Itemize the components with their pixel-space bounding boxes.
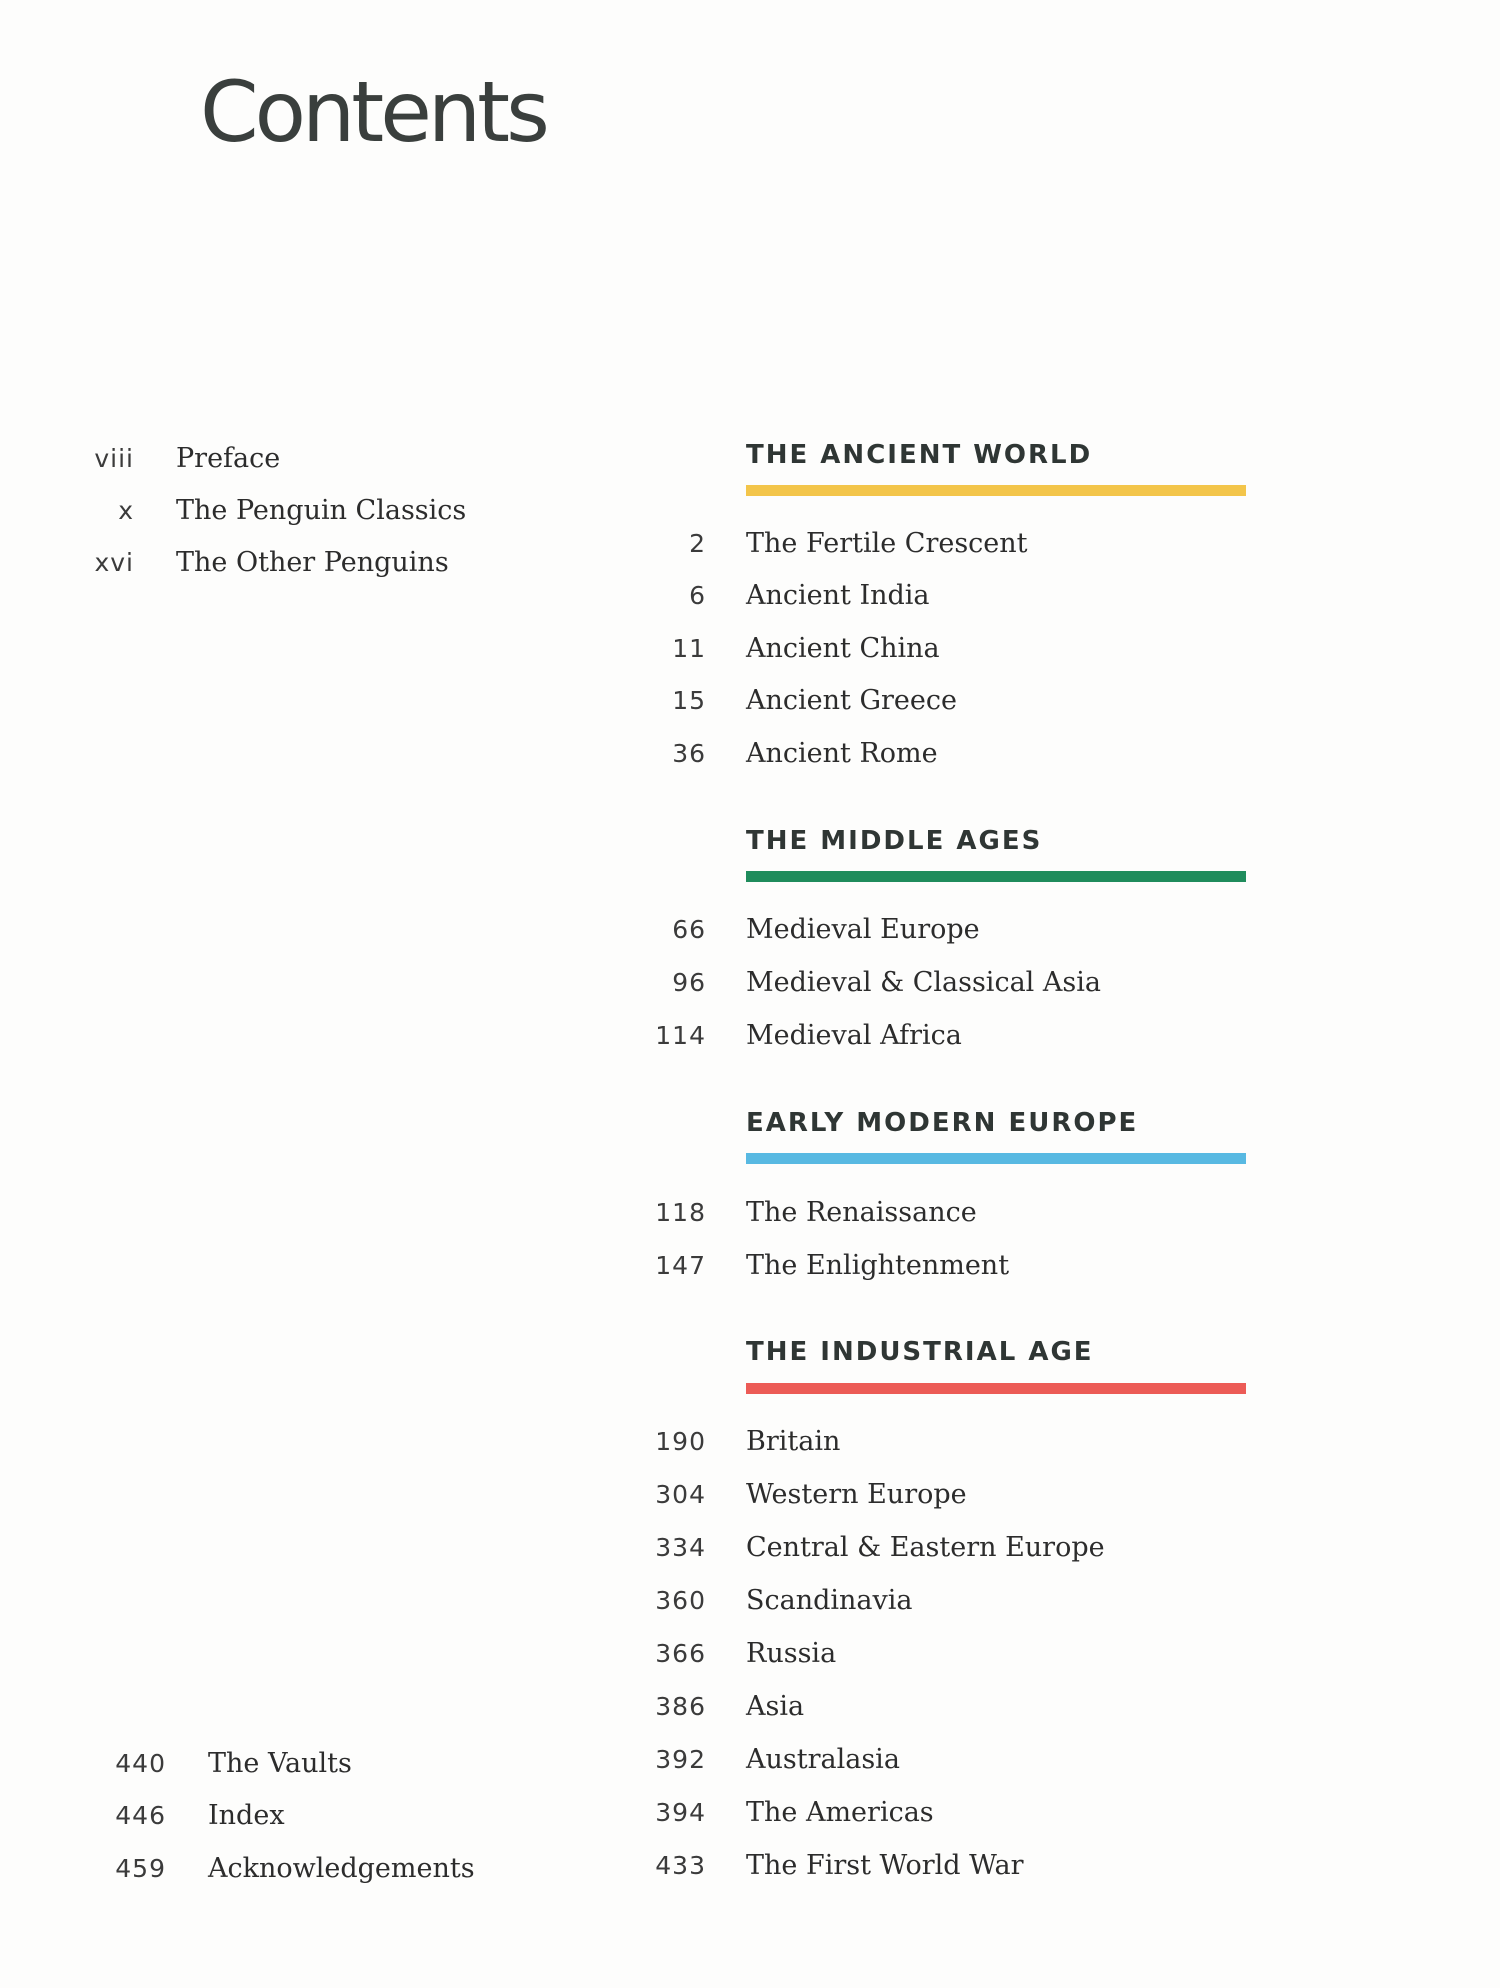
- entry-title: The First World War: [746, 1849, 1024, 1881]
- page-number: 36: [672, 738, 706, 768]
- section-entry[interactable]: [620, 1575, 913, 1625]
- entry-title: Acknowledgements: [208, 1852, 475, 1884]
- page-number: 147: [655, 1250, 706, 1280]
- page-number: 304: [655, 1479, 706, 1509]
- section-heading: THE ANCIENT WORLD: [746, 440, 1093, 470]
- page-number: viii: [94, 443, 134, 473]
- section-entry[interactable]: [620, 1469, 967, 1519]
- section-entry[interactable]: [620, 1522, 1105, 1572]
- page-number: 334: [655, 1532, 706, 1562]
- page-number: 190: [655, 1426, 706, 1456]
- page-number: 459: [115, 1853, 166, 1883]
- page-number: 366: [655, 1638, 706, 1668]
- section-entry[interactable]: [620, 1416, 840, 1466]
- page-number: 386: [655, 1691, 706, 1721]
- entry-title: Asia: [746, 1690, 805, 1722]
- section-color-bar: [746, 1153, 1246, 1164]
- page-number: 433: [655, 1850, 706, 1880]
- page-title: Contents: [200, 63, 546, 161]
- section-entry[interactable]: [620, 1187, 977, 1237]
- entry-title: Australasia: [746, 1743, 900, 1775]
- section-entry[interactable]: [620, 1840, 1024, 1890]
- entry-title: Preface: [176, 442, 281, 474]
- entry-title: The Americas: [746, 1796, 934, 1828]
- entry-title: Russia: [746, 1637, 837, 1669]
- section-color-bar: [746, 485, 1246, 496]
- section-heading: THE INDUSTRIAL AGE: [746, 1337, 1094, 1367]
- entry-title: Ancient China: [746, 632, 940, 664]
- page-number: 11: [672, 633, 706, 663]
- section-entry[interactable]: [620, 623, 940, 673]
- entry-title: Ancient Rome: [746, 737, 938, 769]
- entry-title: The Vaults: [208, 1747, 352, 1779]
- front-matter-entry[interactable]: [70, 485, 466, 535]
- entry-title: The Enlightenment: [746, 1249, 1010, 1281]
- page-number: 440: [115, 1748, 166, 1778]
- entry-title: Scandinavia: [746, 1584, 913, 1616]
- back-matter-entry[interactable]: [100, 1790, 285, 1840]
- page-number: 6: [689, 580, 706, 610]
- section-entry[interactable]: [620, 570, 930, 620]
- section-entry[interactable]: [620, 904, 980, 954]
- section-color-bar: [746, 871, 1246, 882]
- entry-title: The Fertile Crescent: [746, 527, 1028, 559]
- section-entry[interactable]: [620, 1734, 900, 1784]
- page-number: 446: [115, 1800, 166, 1830]
- page-number: 2: [689, 528, 706, 558]
- section-entry[interactable]: [620, 1628, 836, 1678]
- entry-title: Medieval Africa: [746, 1019, 962, 1051]
- entry-title: The Renaissance: [746, 1196, 977, 1228]
- entry-title: Ancient Greece: [746, 684, 957, 716]
- section-color-bar: [746, 1383, 1246, 1394]
- back-matter-entry[interactable]: [100, 1843, 475, 1893]
- section-entry[interactable]: [620, 1681, 804, 1731]
- entry-title: The Penguin Classics: [176, 494, 467, 526]
- entry-title: The Other Penguins: [176, 546, 449, 578]
- section-heading: THE MIDDLE AGES: [746, 826, 1043, 856]
- section-entry[interactable]: [620, 728, 938, 778]
- page-number: xvi: [94, 547, 134, 577]
- section-entry[interactable]: [620, 1240, 1009, 1290]
- entry-title: Western Europe: [746, 1478, 967, 1510]
- page-number: 360: [655, 1585, 706, 1615]
- entry-title: Ancient India: [746, 579, 930, 611]
- page-number: x: [118, 495, 134, 525]
- page-number: 66: [672, 914, 706, 944]
- section-entry[interactable]: [620, 675, 957, 725]
- section-entry[interactable]: [620, 518, 1028, 568]
- front-matter-entry[interactable]: [70, 537, 449, 587]
- entry-title: Central & Eastern Europe: [746, 1531, 1105, 1563]
- entry-title: Britain: [746, 1425, 841, 1457]
- page-number: 394: [655, 1797, 706, 1827]
- page-number: 15: [672, 685, 706, 715]
- page-number: 96: [672, 967, 706, 997]
- section-heading: EARLY MODERN EUROPE: [746, 1108, 1139, 1138]
- page-number: 118: [655, 1197, 706, 1227]
- section-entry[interactable]: [620, 957, 1101, 1007]
- back-matter-entry[interactable]: [100, 1738, 352, 1788]
- page-number: 392: [655, 1744, 706, 1774]
- section-entry[interactable]: [620, 1010, 962, 1060]
- entry-title: Index: [208, 1799, 285, 1831]
- page-number: 114: [655, 1020, 706, 1050]
- entry-title: Medieval & Classical Asia: [746, 966, 1101, 998]
- front-matter-entry[interactable]: [70, 433, 280, 483]
- section-entry[interactable]: [620, 1787, 934, 1837]
- entry-title: Medieval Europe: [746, 913, 980, 945]
